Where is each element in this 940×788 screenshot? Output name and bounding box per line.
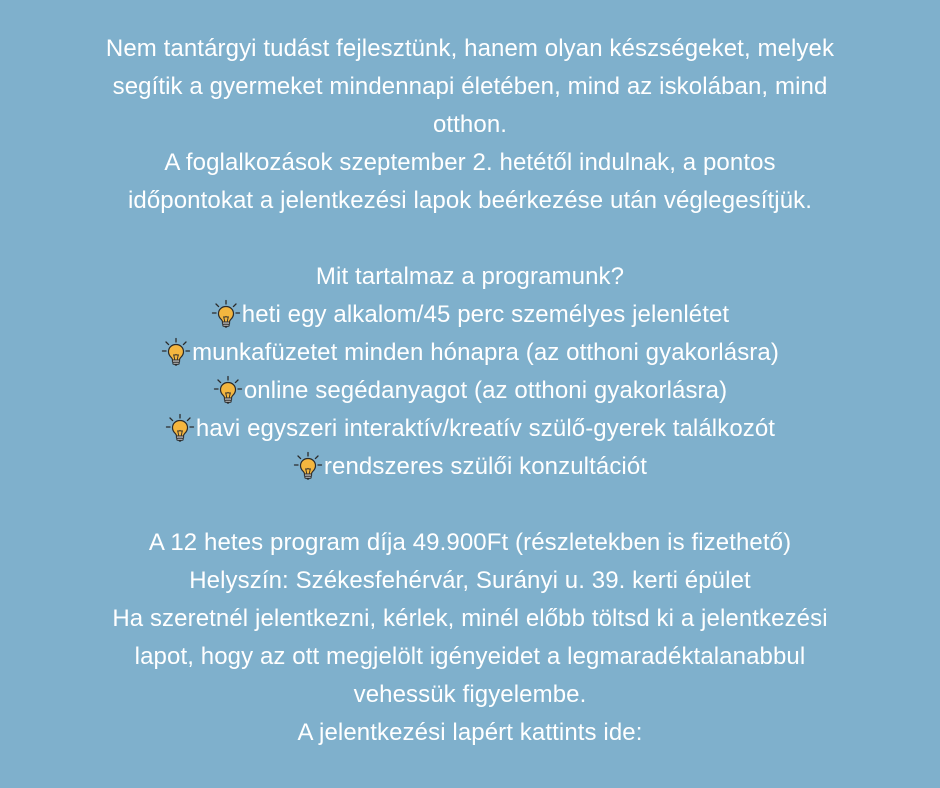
- light-bulb-icon: [293, 451, 323, 481]
- spacer: [0, 486, 940, 524]
- program-item: [0, 296, 940, 334]
- light-bulb-icon: [165, 413, 195, 443]
- location-text: Helyszín: Székesfehérvár, Surányi u. 39. kerti épület: [189, 567, 751, 594]
- intro-line-5: időpontokat a jelentkezési lapok beérkezése után véglegesítjük.: [127, 187, 813, 214]
- intro-line-4: A foglalkozások szeptember 2. hetétől indulnak, a pontos: [164, 149, 776, 176]
- signup-line-2: lapot, hogy az ott megjelölt igényeidet a legmaradéktalanabbul: [134, 643, 806, 670]
- program-item: [0, 448, 940, 486]
- intro-line-1: Nem tantárgyi tudást fejlesztünk, hanem olyan készségeket, melyek: [105, 35, 835, 62]
- intro-line-2: segítik a gyermeket mindennapi életében, mind az iskolában, mind: [112, 73, 828, 100]
- program-item-label: rendszeres szülői konzultációt: [323, 453, 648, 480]
- intro-line-3: otthon.: [432, 111, 508, 138]
- program-item: [0, 372, 940, 410]
- signup-line-1: Ha szeretnél jelentkezni, kérlek, minél előbb töltsd ki a jelentkezési: [112, 605, 828, 632]
- program-item: [0, 410, 940, 448]
- signup-link-text[interactable]: A jelentkezési lapért kattints ide:: [297, 719, 643, 746]
- light-bulb-icon: [211, 299, 241, 329]
- light-bulb-icon: [161, 337, 191, 367]
- program-item: [0, 334, 940, 372]
- spacer: [0, 220, 940, 258]
- program-item-label: munkafüzetet minden hónapra (az otthoni gyakorlásra): [192, 339, 779, 366]
- signup-line-3: vehessük figyelembe.: [353, 681, 587, 708]
- program-heading: Mit tartalmaz a programunk?: [315, 263, 625, 290]
- program-item-label: online segédanyagot (az otthoni gyakorlásra): [243, 377, 728, 404]
- light-bulb-icon: [213, 375, 243, 405]
- program-item-label: havi egyszeri interaktív/kreatív szülő-gyerek találkozót: [195, 415, 776, 442]
- program-item-label: heti egy alkalom/45 perc személyes jelenlétet: [241, 301, 730, 328]
- price-text: A 12 hetes program díja 49.900Ft (részletekben is fizethető): [148, 529, 792, 556]
